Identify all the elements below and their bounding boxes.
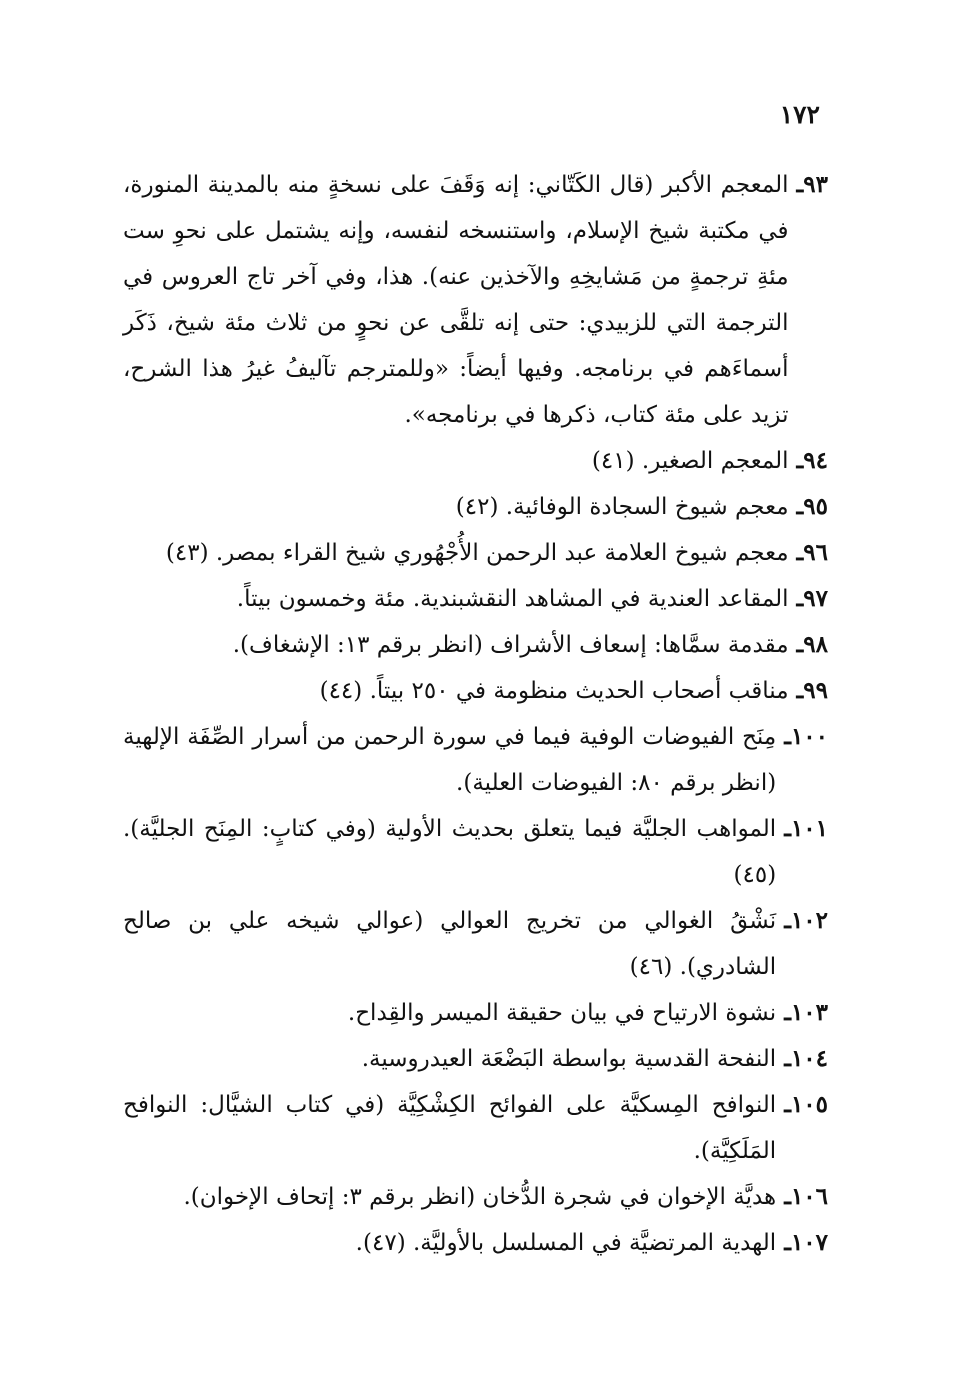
- entry-number: ١٠٦ـ: [784, 1183, 828, 1210]
- entry-number: ١٠٤ـ: [784, 1045, 828, 1072]
- entry-text: مِنَح الفيوضات الوفية فيما في سورة الرحمن من أسرار الصِّفَة الإلهية (انظر برقم ٨٠: الفيوضات العلية).: [123, 724, 777, 796]
- entry-text: المواهب الجليَّة فيما يتعلق بحديث الأولية (وفي كتابٍ: المِنَح الجليَّة). (٤٥): [123, 816, 777, 888]
- entry-text: المعجم الأكبر (قال الكَتّاني: إنه وَقَفَ على نسخةٍ منه بالمدينة المنورة، في مكتبة شيخ الإسلام، واستنسخه لنفسه، وإنه يشتمل على نحوِ ست مئةِ ترجمةٍ من مَشايخِهِ والآخذين عنه). هذا، وفي آخر تاج العروس في الترجمة التي للزبيدي: حتى إنه تلقَّى عن نحوٍ من ثلاث مئة شيخ، ذَكَر أسماءَهم في برنامجه. وفيها أيضاً: «وللمترجم تآليفُ غيرُ هذا الشرح، تزيد على مئة كتاب، ذكرها في برنامجه».: [123, 172, 789, 428]
- list-item: [123, 576, 828, 622]
- entry-text: مقدمة سمَّاها: إسعاف الأشراف (انظر برقم ١٣: الإشغاف).: [232, 632, 789, 658]
- list-item: [123, 1036, 828, 1082]
- list-item: [123, 990, 828, 1036]
- entry-number: ١٠٠ـ: [784, 723, 828, 750]
- entry-text: هديَّة الإخوان في شجرة الدُّخان (انظر برقم ٣: إتحاف الإخوان).: [183, 1184, 777, 1210]
- entry-text: نشوة الارتياح في بيان حقيقة الميسر والقِداح.: [347, 1000, 777, 1026]
- entry-number: ١٠١ـ: [784, 815, 828, 842]
- entry-number: ١٠٢ـ: [784, 907, 828, 934]
- list-item: [123, 668, 828, 714]
- list-item: [123, 898, 828, 990]
- page-number: ١٧٢: [779, 100, 820, 129]
- list-item: [123, 530, 828, 576]
- list-item: [123, 806, 828, 898]
- entry-text: المقاعد العندية في المشاهد النقشبندية. مئة وخمسون بيتاً.: [236, 586, 789, 612]
- list-item: [123, 484, 828, 530]
- entry-text: المعجم الصغير. (٤١): [591, 448, 789, 474]
- entry-number: ٩٧ـ: [796, 585, 828, 612]
- entry-text: النوافح المِسكيَّة على الفوائح الكِشْكِيَّة (في كتاب الشيَّال: النوافح المَلَكِيَّة).: [123, 1092, 777, 1164]
- entry-text: مناقب أصحاب الحديث منظومة في ٢٥٠ بيتاً. (٤٤): [319, 678, 789, 704]
- entry-number: ٩٦ـ: [796, 539, 828, 566]
- entry-number: ١٠٣ـ: [784, 999, 828, 1026]
- entry-number: ٩٥ـ: [796, 493, 828, 520]
- entry-number: ١٠٧ـ: [784, 1229, 828, 1256]
- entry-text: معجم شيوخ العلامة عبد الرحمن الأُجْهُوري شيخ القراء بمصر. (٤٣): [165, 540, 789, 566]
- list-item: [123, 622, 828, 668]
- entry-number: ٩٤ـ: [796, 447, 828, 474]
- list-item: [123, 162, 828, 438]
- list-item: [123, 438, 828, 484]
- list-item: [123, 1174, 828, 1220]
- list-item: [123, 714, 828, 806]
- list-item: [123, 1082, 828, 1174]
- entry-text: الهدية المرتضيَّة في المسلسل بالأوليَّة. (٤٧).: [355, 1230, 777, 1256]
- entry-number: ٩٩ـ: [796, 677, 828, 704]
- entry-number: ١٠٥ـ: [784, 1091, 828, 1118]
- entry-text: النفحة القدسية بواسطة البَضْعَة العيدروسية.: [361, 1046, 777, 1072]
- bibliography-list: [123, 162, 828, 1266]
- entry-number: ٩٣ـ: [796, 171, 828, 198]
- entry-text: نَشْقُ الغوالي من تخريج العوالي (عوالي شيخه علي بن صالح الشادري). (٤٦): [123, 908, 777, 980]
- entry-text: معجم شيوخ السجادة الوفائية. (٤٢): [455, 494, 789, 520]
- entry-number: ٩٨ـ: [796, 631, 828, 658]
- list-item: [123, 1220, 828, 1266]
